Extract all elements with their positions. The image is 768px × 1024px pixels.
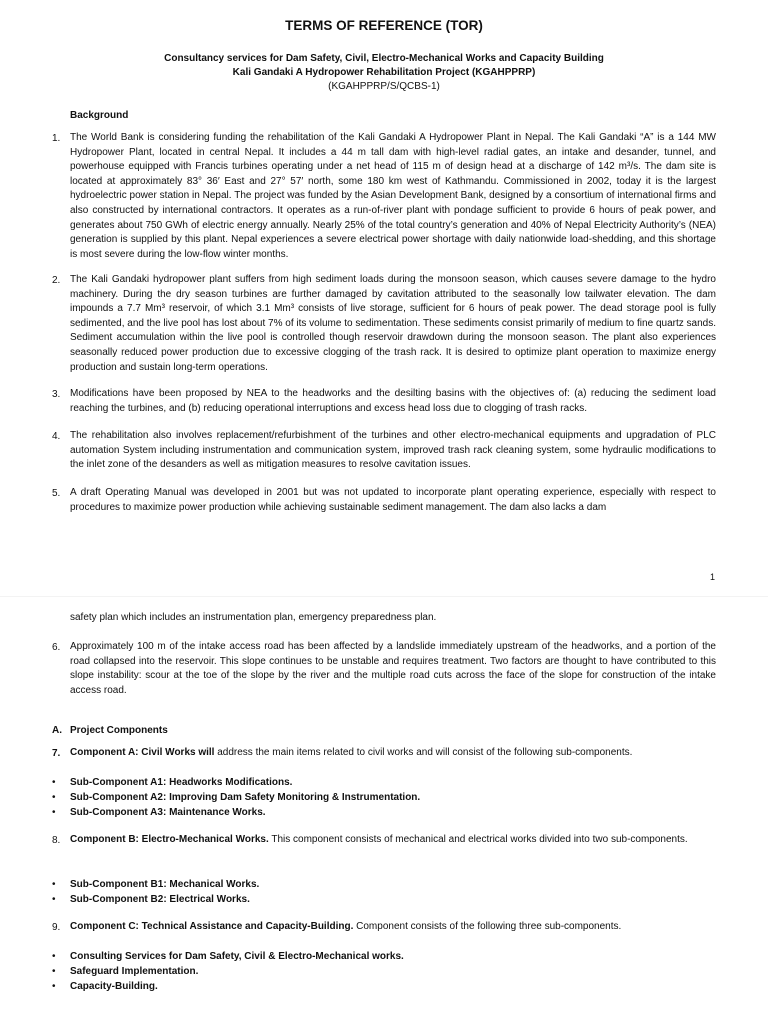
list-c-item-1: Consulting Services for Dam Safety, Civil & Electro-Mechanical works. — [70, 951, 404, 962]
para-3-number: 3. — [52, 389, 61, 400]
list-c-bullet-3: • — [52, 981, 56, 992]
section-a-label: A. — [52, 725, 62, 736]
para-5-number: 5. — [52, 488, 61, 499]
para-4-text: The rehabilitation also involves replacement/refurbishment of the turbines and other electro-mechanical equipments and upgradation of PLC automation System including instrumentation and communication system, improved trash rack cleaning system, some hydraulic modifications to the inlet zone of the desanders as well as mitigation measures to resolve cavitation issues. — [70, 430, 716, 471]
list-a-item-1: Sub-Component A1: Headworks Modifications. — [70, 777, 293, 788]
para-9-bold: Component C: Technical Assistance and Capacity-Building. — [70, 921, 354, 932]
document-title: TERMS OF REFERENCE (TOR) — [285, 18, 483, 33]
para-8-number: 8. — [52, 835, 61, 846]
para-7-number: 7. — [52, 748, 61, 759]
para-4-number: 4. — [52, 431, 61, 442]
subtitle-project: Kali Gandaki A Hydropower Rehabilitation Project (KGAHPPRP) — [232, 67, 536, 78]
para-8-body: This component consists of mechanical and electrical works divided into two sub-components. — [268, 834, 688, 845]
para-6-number: 6. — [52, 642, 61, 653]
para-7-body: address the main items related to civil works and will consist of the following sub-components. — [214, 747, 633, 758]
para-5-continuation: safety plan which includes an instrumentation plan, emergency preparedness plan. — [70, 612, 437, 623]
para-7-bold: Component A: Civil Works will — [70, 747, 215, 758]
list-a-item-3: Sub-Component A3: Maintenance Works. — [70, 807, 266, 818]
list-b-item-2: Sub-Component B2: Electrical Works. — [70, 894, 250, 905]
para-9-body: Component consists of the following three sub-components. — [353, 921, 622, 932]
para-1-number: 1. — [52, 133, 61, 144]
para-9-number: 9. — [52, 922, 61, 933]
para-1-text: The World Bank is considering funding the rehabilitation of the Kali Gandaki A Hydropower Plant in Nepal. The Kali Gandaki “A” is a 144 MW Hydropower Plant, located in central Nepal. It includes a 44 m tall dam with high-level radial gates, an intake and desander, tunnel, and powerhouse equipped with Francis turbines operating under a net head of 115 m of design head at a discharge of 142 m³/s. The dam site is located at approximately 83° 36′ East and 27° 57′ north, some 180 km west of Kathmandu. Commissioned in 2002, today it is the largest hydroelectric power station in Nepal. The project was funded by the Asian Development Bank, designed by a consortium of international firms and also constructed by international contractors. It operates as a run-of-river plant with pondage sufficient to provide 6 hours of peak power, and generates about 750 GWh of electric energy annually. Nearly 25% of the total country’s generation and 40% of Nepal Electricity Authority’s (NEA) generation is supplied by this plant. Nepal experiences a severe electrical power shortage with daily nationwide load-shedding, and this shortage is most severe during the low-flow winter months. — [70, 132, 716, 260]
page-break — [0, 596, 768, 597]
list-b-bullet-2: • — [52, 894, 56, 905]
background-heading: Background — [70, 110, 129, 121]
list-b-item-1: Sub-Component B1: Mechanical Works. — [70, 879, 260, 890]
list-c-item-2: Safeguard Implementation. — [70, 966, 199, 977]
page-number: 1 — [710, 572, 716, 582]
subtitle-consultancy: Consultancy services for Dam Safety, Civil, Electro-Mechanical Works and Capacity Building — [164, 53, 604, 64]
list-b-bullet-1: • — [52, 879, 56, 890]
section-a-heading: Project Components — [70, 725, 168, 736]
list-c-bullet-1: • — [52, 951, 56, 962]
para-2-text: The Kali Gandaki hydropower plant suffers from high sediment loads during the monsoon season, which causes severe damage to the hydro machinery. During the dry season turbines are further damaged by cavitation attributed to the seasonally low tailwater elevation. The dam impounds a 7.7 Mm³ reservoir, of which 3.1 Mm³ consists of live storage, sufficient for 6 hours of peak power. The dead storage pool is fully sedimented, and the live pool has lost about 7% of its volume to sedimentation. These sediments consist primarily of medium to fine quartz sands. Sediment accumulation within the live pool is controlled though reservoir drawdown during the monsoon season. The plant also experiences seasonally reduced power production due to excessive clogging of the trash rack. It is desired to optimize plant operation to maximize energy production and sustain long-term operations. — [70, 274, 716, 373]
para-6-text: Approximately 100 m of the intake access road has been affected by a landslide immediately upstream of the headworks, and a portion of the road collapsed into the reservoir. This slope continues to be unstable and requires treatment. Two factors are thought to have contributed to this slope instability: scour at the toe of the slope by the river and the multiple road cuts across the face of the slope for construction of the intake access road. — [70, 641, 716, 696]
para-7-text — [70, 746, 716, 761]
para-8-text — [70, 833, 716, 848]
para-5-text: A draft Operating Manual was developed in 2001 but was not updated to incorporate plant operating experience, especially with respect to procedures to maximize power production while achieving sustainable sediment management. The dam also lacks a dam — [70, 487, 716, 513]
list-a-bullet-1: • — [52, 777, 56, 788]
list-a-item-2: Sub-Component A2: Improving Dam Safety Monitoring & Instrumentation. — [70, 792, 421, 803]
list-c-item-3: Capacity-Building. — [70, 981, 158, 992]
para-9-text — [70, 920, 716, 935]
para-8-bold: Component B: Electro-Mechanical Works. — [70, 834, 269, 845]
para-2-number: 2. — [52, 275, 61, 286]
subtitle-reference: (KGAHPPRP/S/QCBS-1) — [328, 81, 440, 92]
list-a-bullet-3: • — [52, 807, 56, 818]
list-a-bullet-2: • — [52, 792, 56, 803]
list-c-bullet-2: • — [52, 966, 56, 977]
para-3-text: Modifications have been proposed by NEA to the headworks and the desilting basins with the objectives of: (a) reducing the sediment load reaching the turbines, and (b) reducing operational interruptions and excess head loss due to clogging of trash racks. — [70, 388, 716, 414]
